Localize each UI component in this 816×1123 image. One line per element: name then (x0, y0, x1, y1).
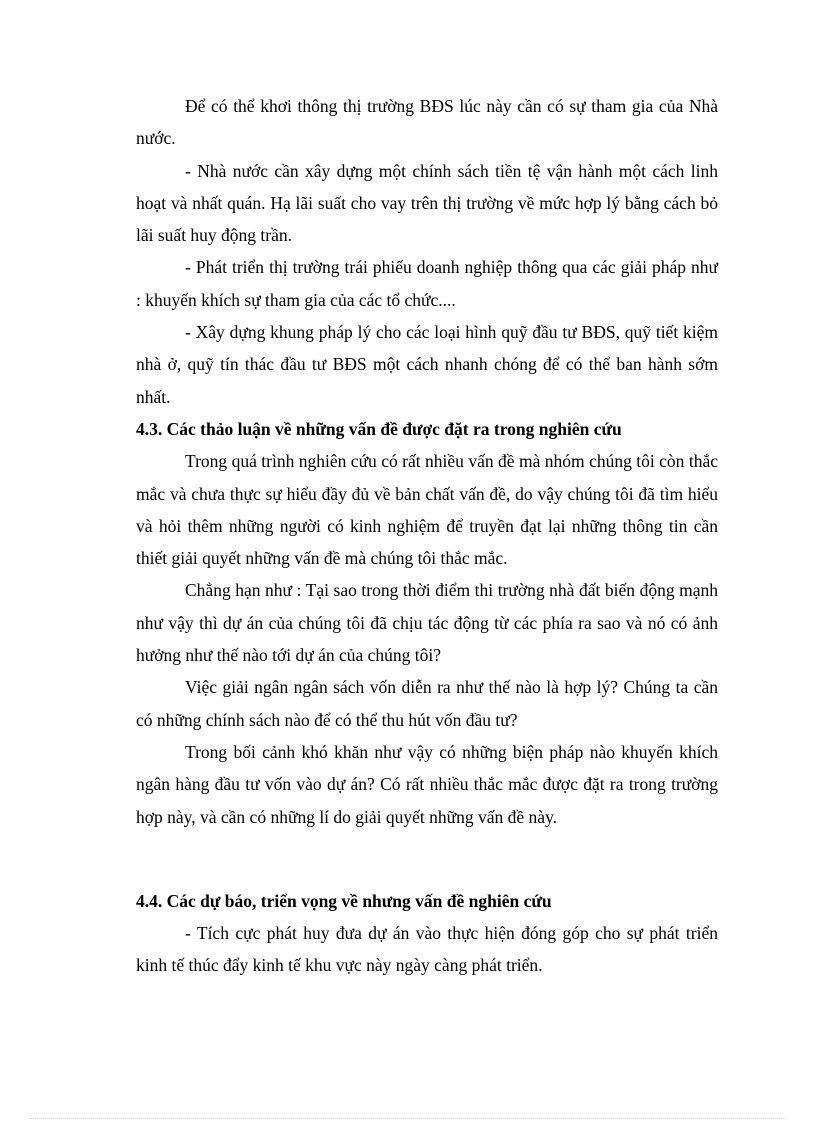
paragraph-example-question: Chẳng hạn như : Tại sao trong thời điểm thi trường nhà đất biến động mạnh như vậy thì dự án của chúng tôi đã chịu tác động từ các phía ra sao và nó có ảnh hưởng như thế nào tới dự án của chúng tôi? (136, 580, 718, 666)
section-spacer (136, 833, 718, 885)
page-bottom-divider (30, 1118, 786, 1119)
paragraph-bond-market: - Phát triển thị trường trái phiếu doanh nghiệp thông qua các giải pháp như : khuyến khích sự tham gia của các tổ chức.... (136, 257, 718, 310)
paragraph-disbursement-question: Việc giải ngân ngân sách vốn diễn ra như thế nào là hợp lý? Chúng ta cần có những chính sách nào để có thể thu hút vốn đầu tư? (136, 677, 718, 730)
section-heading-4-3: 4.3. Các thảo luận về những vấn đề được đặt ra trong nghiên cứu (136, 418, 622, 439)
document-page (136, 90, 718, 982)
paragraph-bank-investment-question: Trong bối cảnh khó khăn như vậy có những biện pháp nào khuyến khích ngân hàng đầu tư vốn vào dự án? Có rất nhiều thắc mắc được đặt ra trong trường hợp này, và cần có những lí do giải quyết những vấn đề này. (136, 741, 718, 827)
paragraph-project-outlook: - Tích cực phát huy đưa dự án vào thực hiện đóng góp cho sự phát triển kinh tế thúc đẩy kinh tế khu vực này ngày càng phát triển. (136, 923, 718, 976)
section-heading-4-4: 4.4. Các dự báo, triển vọng về nhưng vấn đề nghiên cứu (136, 890, 552, 911)
paragraph-research-process: Trong quá trình nghiên cứu có rất nhiều vấn đề mà nhóm chúng tôi còn thắc mắc và chưa thực sự hiểu đầy đủ về bản chất vấn đề, do vậy chúng tôi đã tìm hiểu và hỏi thêm những người có kinh nghiệm để truyền đạt lại những thông tin cần thiết giải quyết những vấn đề mà chúng tôi thắc mắc. (136, 451, 718, 569)
paragraph-monetary-policy: - Nhà nước cần xây dựng một chính sách tiền tệ vận hành một cách linh hoạt và nhất quán. Hạ lãi suất cho vay trên thị trường về mức hợp lý bằng cách bỏ lãi suất huy động trần. (136, 160, 718, 246)
paragraph-state-participation: Để có thể khơi thông thị trường BĐS lúc này cần có sự tham gia của Nhà nước. (136, 96, 718, 149)
paragraph-legal-framework: - Xây dựng khung pháp lý cho các loại hình quỹ đầu tư BĐS, quỹ tiết kiệm nhà ở, quỹ tín thác đầu tư BĐS một cách nhanh chóng để có thể ban hành sớm nhất. (136, 322, 718, 407)
